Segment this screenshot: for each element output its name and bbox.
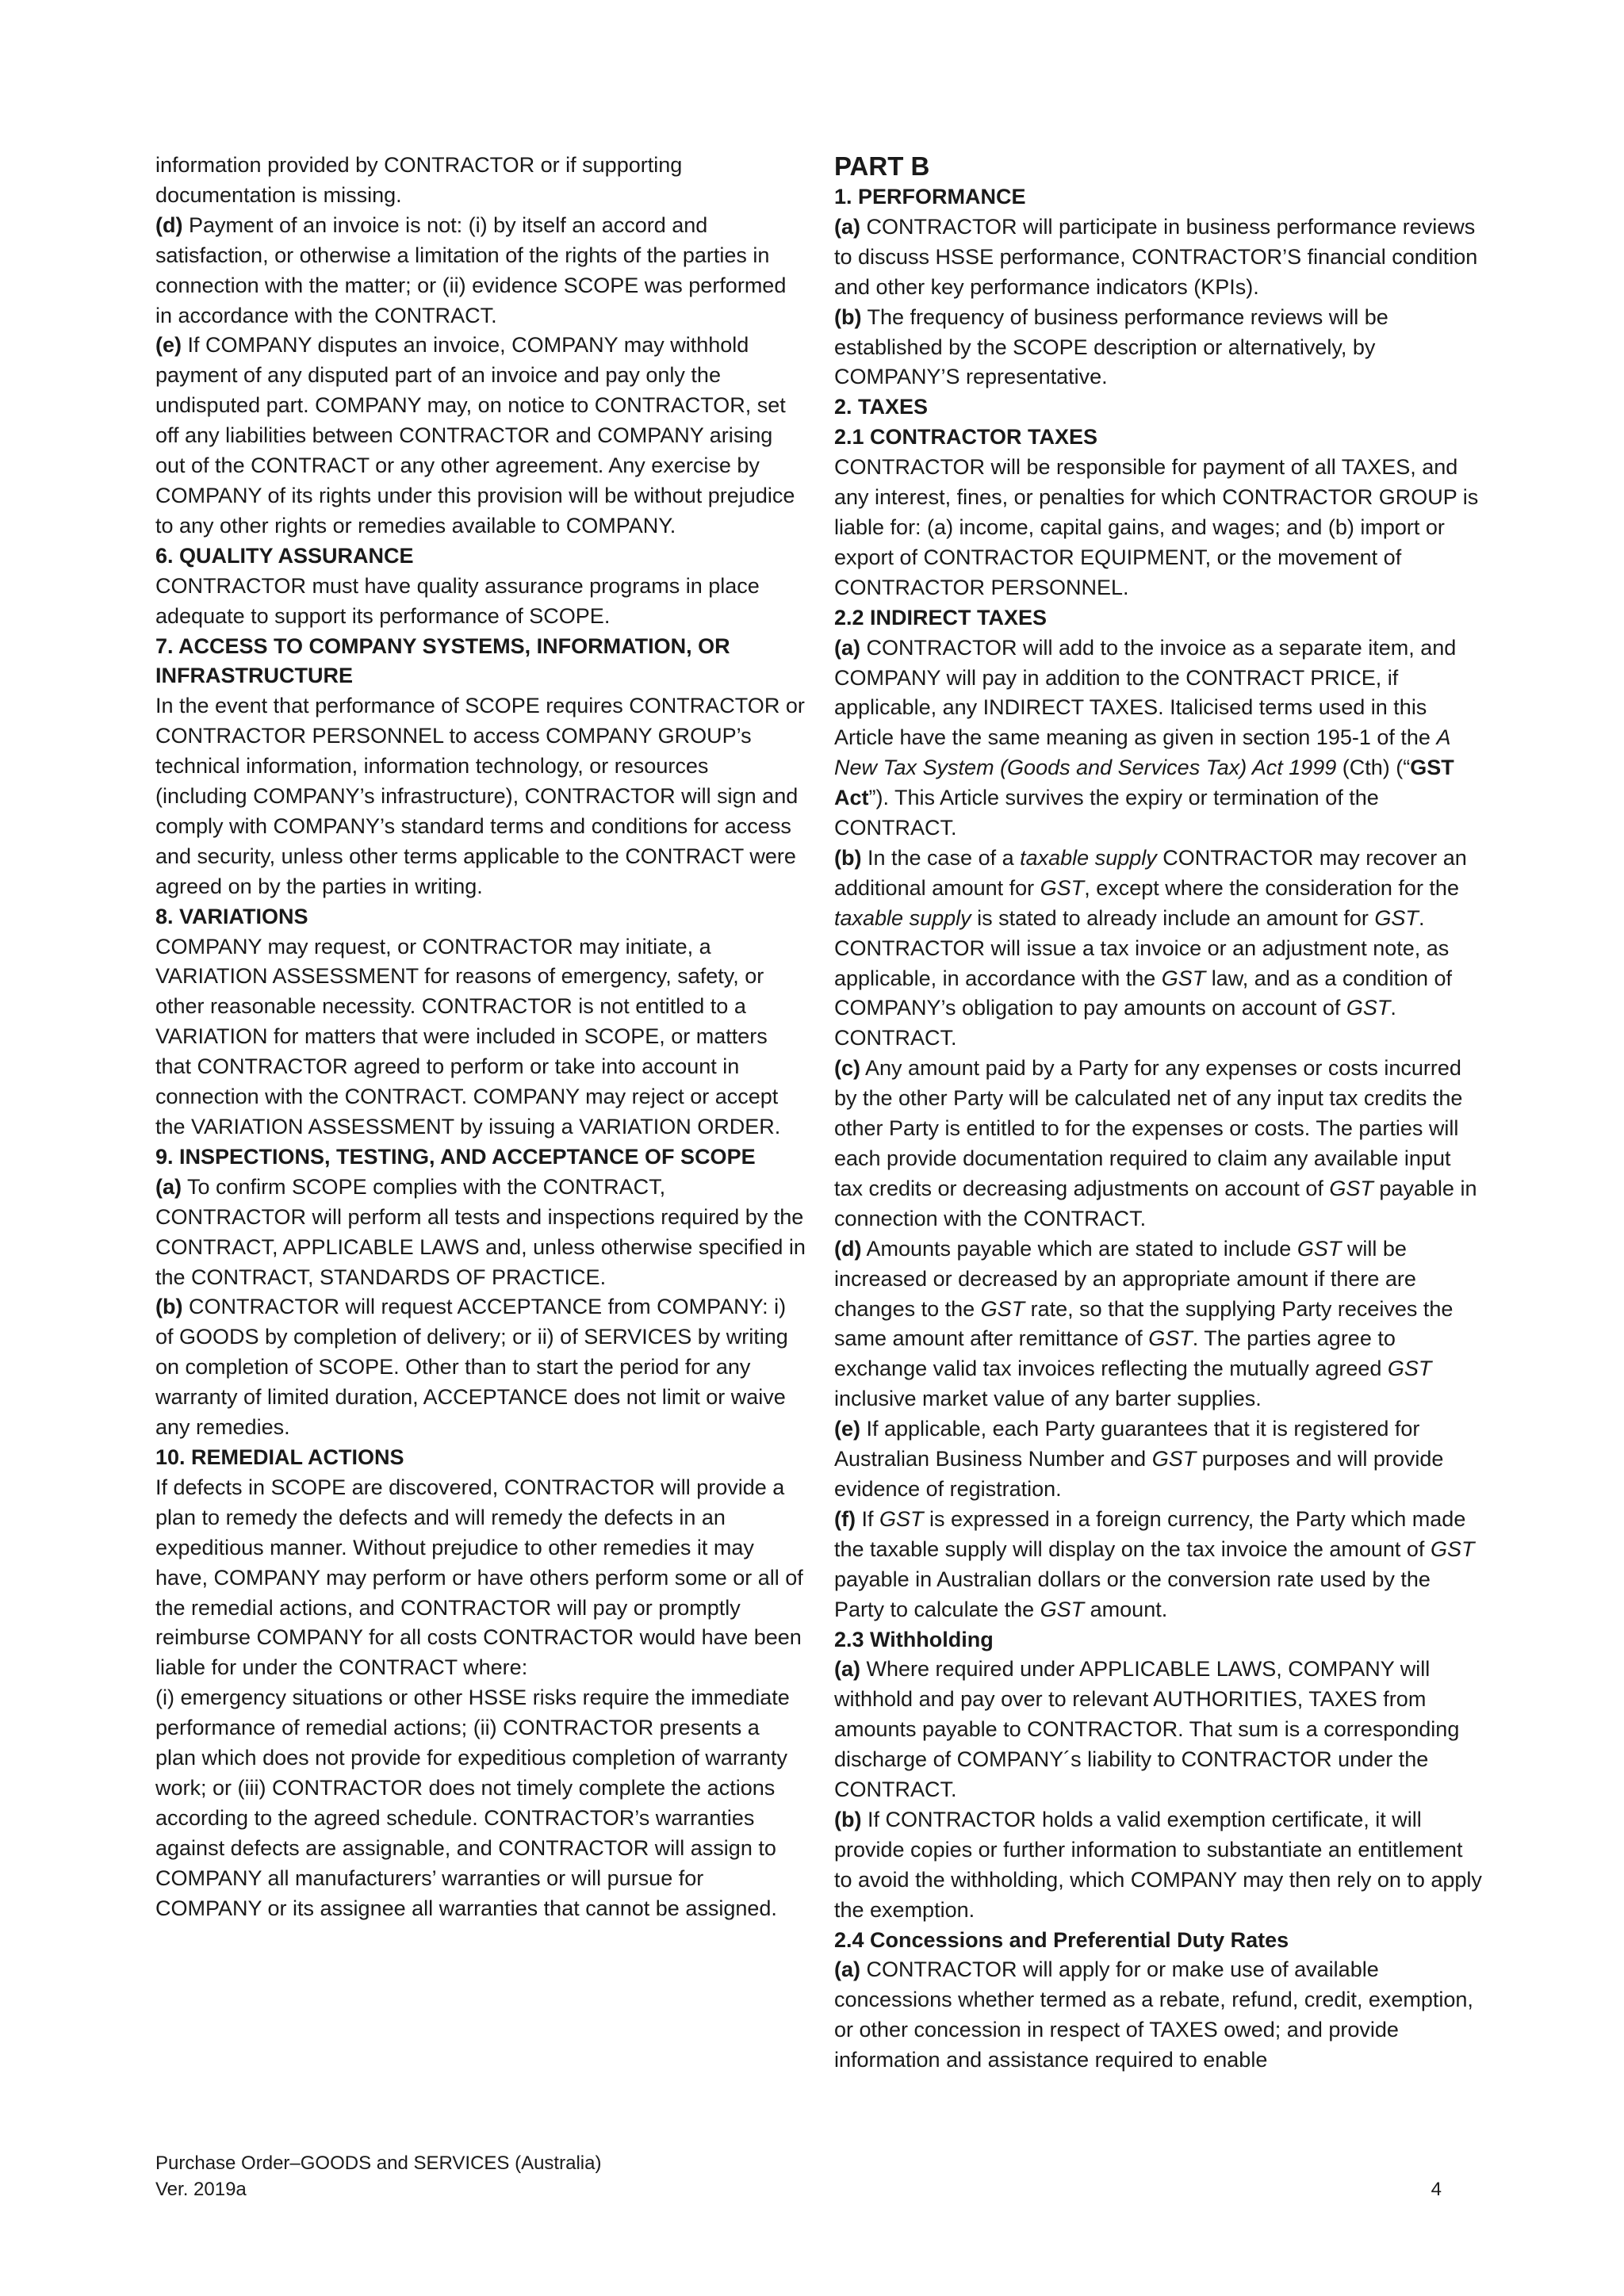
paragraph: [155, 331, 806, 541]
italic-term: GST: [1161, 966, 1206, 990]
item-text: will be increased or decreased by an appropriate amount if there are changes to the: [834, 1236, 1416, 1321]
paragraph: (i) emergency situations or other HSSE risks require the immediate performance of remedial actions; (ii) CONTRACTOR presents a plan which does not provide for expeditious completion of warranty work; or (iii) CONTRACTOR does not timely complete the actions according to the agreed schedule. CONTRACTOR’s warranties against defects are assignable, and CONTRACTOR will assign to COMPANY all manufacturers’ warranties or will pursue for COMPANY or its assignee all warranties that cannot be assigned.: [155, 1686, 790, 1920]
right-column: [834, 151, 1484, 2076]
item-text: purposes and will provide evidence of registration.: [834, 1447, 1444, 1501]
section-heading: 9. INSPECTIONS, TESTING, AND ACCEPTANCE OF SCOPE: [155, 1144, 756, 1169]
item-text: rate, so that the supplying Party receives the same amount after remittance of: [834, 1296, 1454, 1351]
item-text: .: [1390, 996, 1396, 1020]
item-text: CONTRACTOR will add to the invoice as a separate item, and COMPANY will pay in addition to the CONTRACT PRICE, if applicable, any INDIRECT TAXES. Italicised terms used in this Article have the same meaning as given in section 195-1 of the: [834, 635, 1457, 750]
section-heading: 6. QUALITY ASSURANCE: [155, 543, 414, 568]
paragraph: [834, 303, 1484, 393]
item-text: CONTRACTOR will apply for or make use of available concessions whether termed as a rebate, refund, credit, exemption, or other concession in respect of TAXES owed; and provide information and assistance required to enable: [834, 1957, 1473, 2072]
left-column: [155, 151, 806, 1923]
paragraph: [834, 212, 1484, 303]
item-text: law, and as a condition of COMPANY’s obligation to pay amounts on account of: [834, 966, 1452, 1020]
italic-term: taxable supply: [834, 905, 971, 930]
item-text: Any amount paid by a Party for any expenses or costs incurred by the other Party will be calculated net of any input tax credits the other Party is entitled to for the expenses or costs. The parties will each provide documentation required to claim any available input tax credits or decreasing adjustments on account of: [834, 1056, 1463, 1200]
italic-term: GST: [1151, 1447, 1197, 1471]
item-label: (c): [834, 1056, 860, 1081]
section-heading: 2.1 CONTRACTOR TAXES: [834, 425, 1098, 450]
italic-term: GST: [1346, 996, 1391, 1020]
item-text: (Cth) (“: [1336, 756, 1411, 780]
item-label: (a): [155, 1174, 182, 1199]
item-label: (a): [834, 635, 860, 660]
item-text: amount.: [1084, 1597, 1168, 1621]
item-text: To confirm SCOPE complies with the CONTRACT, CONTRACTOR will perform all tests and inspections required by the CONTRACT, APPLICABLE LAWS and, unless otherwise specified in the CONTRACT, STANDARDS OF PRACTICE.: [155, 1174, 806, 1289]
italic-term: GST: [1430, 1536, 1475, 1561]
paragraph: CONTRACTOR will be responsible for payment of all TAXES, and any interest, fines, or penalties for which CONTRACTOR GROUP is liable for: (a) income, capital gains, and wages; and (b) import or export of CONTRACTOR EQUIPMENT, or the movement of CONTRACTOR PERSONNEL.: [834, 455, 1479, 599]
paragraph: [155, 1292, 806, 1443]
section-heading: 2.2 INDIRECT TAXES: [834, 605, 1048, 629]
indirect-tax-d: [834, 1234, 1484, 1414]
item-text: If: [855, 1506, 879, 1531]
item-label: (a): [834, 1657, 860, 1682]
paragraph: [834, 1655, 1484, 1805]
italic-term: GST: [980, 1296, 1025, 1321]
paragraph: [834, 1805, 1484, 1926]
paragraph: [834, 1955, 1484, 2076]
page-footer: [155, 2150, 1442, 2202]
indirect-tax-b: [834, 844, 1484, 1024]
section-heading: 10. REMEDIAL ACTIONS: [155, 1445, 404, 1469]
footer-document-title: Purchase Order–GOODS and SERVICES (Australia): [155, 2152, 602, 2174]
item-text: CONTRACTOR will participate in business performance reviews to discuss HSSE performance, CONTRACTOR’S financial condition and other key performance indicators (KPIs).: [834, 214, 1478, 299]
paragraph: COMPANY may request, or CONTRACTOR may initiate, a VARIATION ASSESSMENT for reasons of emergency, safety, or other reasonable necessity. CONTRACTOR is not entitled to a VARIATION for matters that were included in SCOPE, or matters that CONTRACTOR agreed to perform or take into account in connection with the CONTRACT. COMPANY may reject or accept the VARIATION ASSESSMENT by issuing a VARIATION ORDER.: [155, 934, 781, 1138]
item-label: (b): [834, 1807, 862, 1831]
italic-term: taxable supply: [1020, 845, 1157, 870]
item-label: (e): [155, 333, 182, 358]
item-text: Where required under APPLICABLE LAWS, COMPANY will withhold and pay over to relevant AUTHORITIES, TAXES from amounts payable to CONTRACTOR. That sum is a corresponding discharge of COMPANY´s liability to CONTRACTOR under the CONTRACT.: [834, 1657, 1460, 1802]
italic-term: GST: [879, 1506, 924, 1531]
item-label: (a): [834, 214, 860, 239]
item-text: , except where the consideration for the: [1084, 875, 1459, 900]
defined-term: GST Act: [834, 756, 1454, 810]
paragraph: information provided by CONTRACTOR or if supporting documentation is missing.: [155, 153, 683, 207]
item-label: (e): [834, 1417, 860, 1441]
item-label: (f): [834, 1506, 856, 1531]
item-text: If applicable, each Party guarantees that it is registered for Australian Business Number and: [834, 1417, 1420, 1471]
italic-term: GST: [1040, 1597, 1085, 1621]
item-text: In the case of a: [861, 845, 1021, 870]
item-text: . The parties agree to exchange valid tax invoices reflecting the mutually agreed: [834, 1326, 1396, 1381]
section-heading: 2.3 Withholding: [834, 1627, 994, 1651]
item-label: (d): [155, 212, 183, 237]
italic-term: GST: [1374, 905, 1419, 930]
item-label: (d): [834, 1236, 862, 1261]
indirect-tax-f: [834, 1505, 1484, 1625]
item-text: is expressed in a foreign currency, the Party which made the taxable supply will display on the tax invoice the amount of: [834, 1506, 1466, 1561]
part-title: PART B: [834, 151, 930, 181]
item-text: CONTRACTOR will request ACCEPTANCE from COMPANY: i) of GOODS by completion of delivery; or ii) of SERVICES by writing on completion of SCOPE. Other than to start the period for any warranty of limited duration, ACCEPTANCE does not limit or waive any remedies.: [155, 1295, 788, 1440]
paragraph: In the event that performance of SCOPE requires CONTRACTOR or CONTRACTOR PERSONNEL to access COMPANY GROUP’s technical information, information technology, or resources (including COMPANY’s infrastructure), CONTRACTOR will sign and comply with COMPANY’s standard terms and conditions for access and security, unless other terms applicable to the CONTRACT were agreed on by the parties in writing.: [155, 694, 805, 898]
item-text: payable in connection with the CONTRACT.: [834, 1176, 1477, 1230]
indirect-tax-e: [834, 1414, 1484, 1505]
item-text: is stated to already include an amount for: [971, 905, 1375, 930]
item-text: If COMPANY disputes an invoice, COMPANY may withhold payment of any disputed part of an invoice and pay only the undisputed part. COMPANY may, on notice to CONTRACTOR, set off any liabilities between CONTRACTOR and COMPANY arising out of the CONTRACT or any other agreement. Any exercise by COMPANY of its rights under this provision will be without prejudice to any other rights or remedies available to COMPANY.: [155, 333, 795, 538]
item-label: (b): [834, 845, 862, 870]
item-label: (b): [155, 1295, 183, 1319]
paragraph: CONTRACT.: [834, 1026, 957, 1050]
item-label: (b): [834, 304, 862, 329]
paragraph: [155, 211, 806, 331]
paragraph: If defects in SCOPE are discovered, CONTRACTOR will provide a plan to remedy the defects and will remedy the defects in an expeditious manner. Without prejudice to other remedies it may have, COMPANY may perform or have others perform some or all of the remedial actions, and CONTRACTOR will pay or promptly reimburse COMPANY for all costs CONTRACTOR would have been liable for under the CONTRACT where:: [155, 1475, 803, 1680]
italic-term: GST: [1329, 1176, 1373, 1200]
italic-term: GST: [1040, 875, 1085, 900]
item-text: ”). This Article survives the expiry or termination of the CONTRACT.: [834, 786, 1379, 840]
section-heading: 1. PERFORMANCE: [834, 185, 1026, 209]
section-heading: 7. ACCESS TO COMPANY SYSTEMS, INFORMATION, OR INFRASTRUCTURE: [155, 633, 730, 688]
italic-term: GST: [1297, 1236, 1342, 1261]
item-text: The frequency of business performance reviews will be established by the SCOPE description or alternatively, by COMPANY’S representative.: [834, 304, 1388, 389]
item-text: CONTRACTOR may recover an additional amount for: [834, 845, 1467, 900]
item-text: payable in Australian dollars or the conversion rate used by the Party to calculate the: [834, 1567, 1431, 1621]
section-heading: 2. TAXES: [834, 395, 929, 419]
paragraph: [155, 1173, 806, 1293]
footer-version: Ver. 2019a: [155, 2179, 247, 2200]
page-number: 4: [1431, 2179, 1442, 2200]
item-label: (a): [834, 1957, 860, 1982]
indirect-tax-c: [834, 1054, 1484, 1234]
section-heading: 8. VARIATIONS: [155, 904, 308, 928]
item-text: . CONTRACTOR will issue a tax invoice or an adjustment note, as applicable, in accordance with the: [834, 905, 1450, 990]
item-text: If CONTRACTOR holds a valid exemption certificate, it will provide copies or further information to substantiate an entitlement to avoid the withholding, which COMPANY may then rely on to apply the exemption.: [834, 1807, 1482, 1922]
item-text: Payment of an invoice is not: (i) by itself an accord and satisfaction, or otherwise a limitation of the rights of the parties in connection with the matter; or (ii) evidence SCOPE was performed in accordance with the CONTRACT.: [155, 212, 787, 327]
italic-term: GST: [1387, 1357, 1432, 1381]
italic-term: GST: [1148, 1326, 1193, 1351]
paragraph: CONTRACTOR must have quality assurance programs in place adequate to support its performance of SCOPE.: [155, 573, 760, 628]
item-text: Amounts payable which are stated to include: [861, 1236, 1297, 1261]
indirect-tax-a: [834, 633, 1484, 844]
act-title: A New Tax System (Goods and Services Tax) Act 1999: [834, 725, 1450, 780]
section-heading: 2.4 Concessions and Preferential Duty Rates: [834, 1927, 1289, 1952]
item-text: inclusive market value of any barter supplies.: [834, 1387, 1262, 1411]
